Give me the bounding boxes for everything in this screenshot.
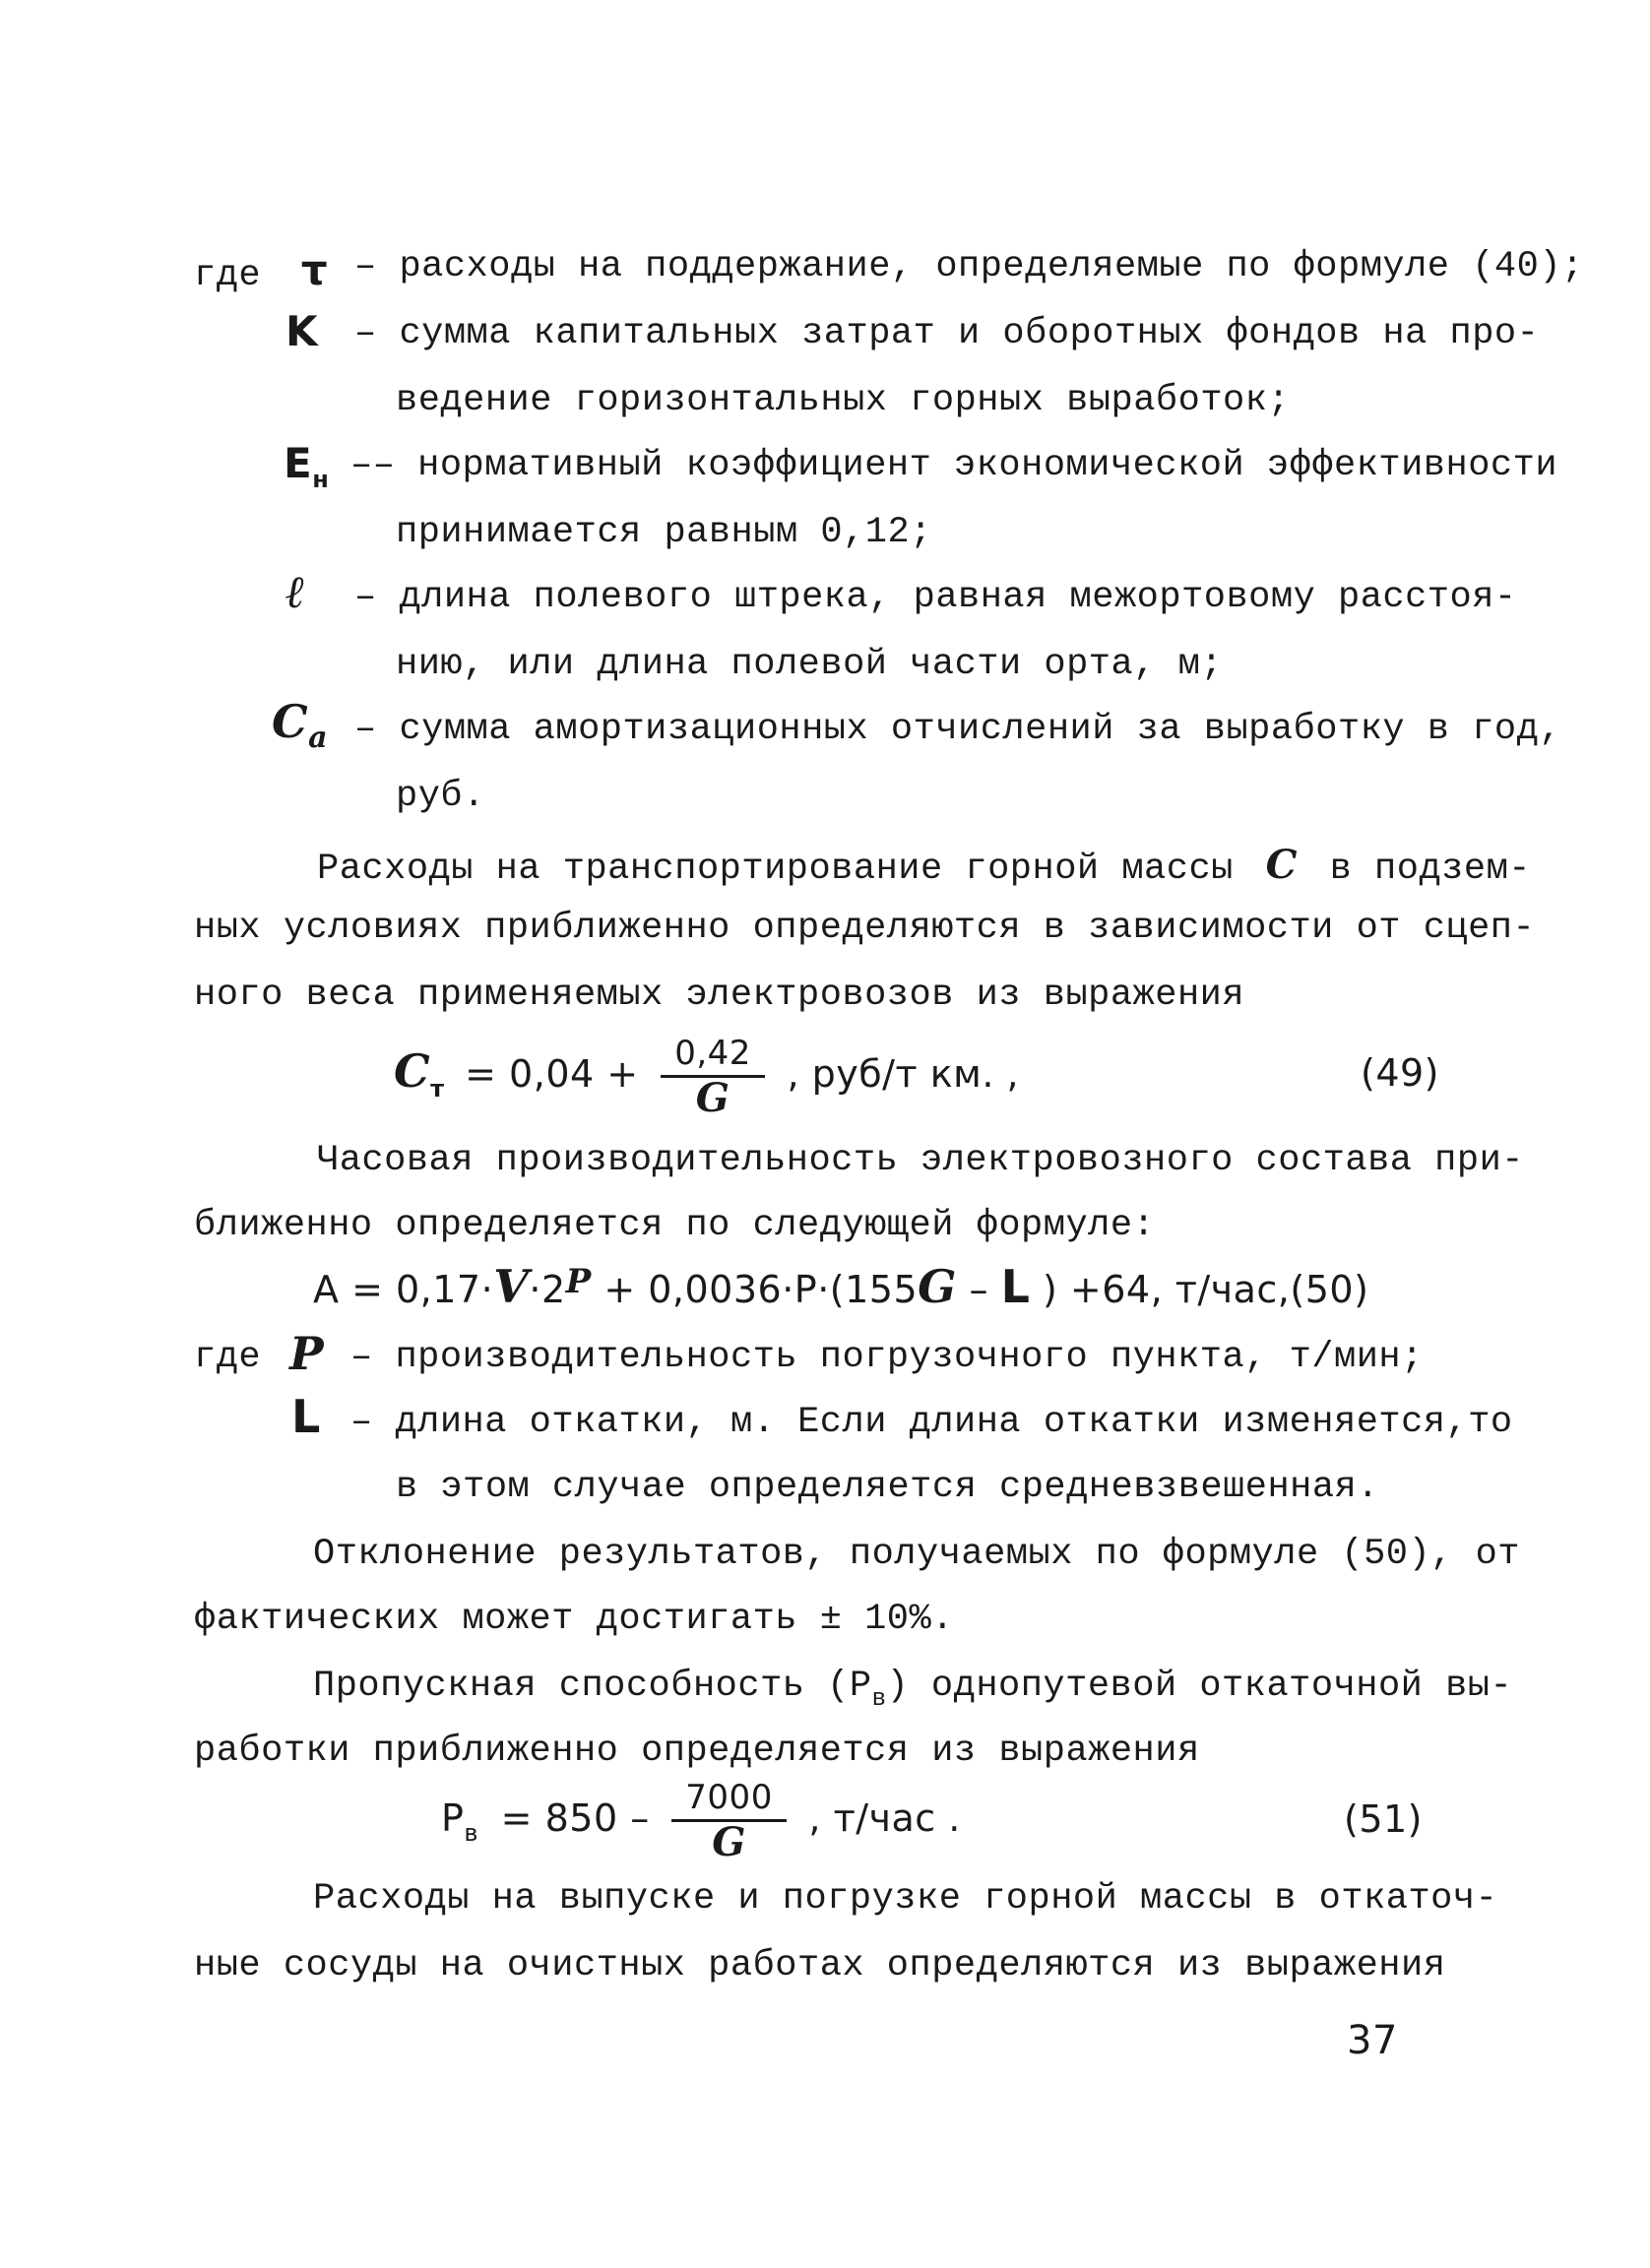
formula-lhs: C	[394, 1044, 431, 1098]
formula-fraction: $\frac{7000}{G}$	[671, 1778, 787, 1863]
page-number: 37	[1347, 2018, 1398, 2063]
paragraph-line: ного веса применяемых электровозов из выражения	[194, 975, 1245, 1016]
definition-text-cont: в этом случае определяется средневзвешенная.	[396, 1467, 1379, 1508]
definition-text: – расходы на поддержание, определяемые по формуле (40);	[354, 246, 1584, 287]
where-label-2: где	[194, 1337, 262, 1378]
where-label: где	[194, 255, 262, 296]
paragraph-line: Расходы на транспортирование горной массы C в подзем-	[317, 842, 1531, 890]
formula-fraction: $\frac{0,42}{G}$	[661, 1034, 765, 1119]
paragraph-line: фактических может достигать ± 10%.	[194, 1599, 954, 1640]
paragraph-line: ближенно определяется по следующей формуле:	[194, 1205, 1156, 1246]
paragraph-line: Отклонение результатов, получаемых по формуле (50), от	[313, 1534, 1520, 1575]
equation-number-49: (49)	[1361, 1051, 1440, 1095]
paragraph-line: Пропускная способность $(P_в)$ однопутевой откаточной вы-	[313, 1666, 1513, 1713]
symbol-l: ℓ	[286, 565, 306, 618]
symbol-en: $E_н$	[284, 439, 330, 493]
symbol-l-length: L	[291, 1390, 321, 1443]
definition-text: – длина полевого штрека, равная межортовому расстоя-	[354, 577, 1517, 618]
definition-text: – сумма капитальных затрат и оборотных фондов на про-	[354, 313, 1540, 354]
paragraph-line: работки приближенно определяется из выражения	[194, 1731, 1200, 1772]
formula-lhs: P	[441, 1796, 465, 1840]
symbol-tau: τ	[300, 246, 329, 294]
definition-text: – производительность погрузочного пункта, т/мин;	[350, 1337, 1424, 1378]
symbol-k: K	[286, 307, 319, 355]
equation-number-51: (51)	[1344, 1797, 1424, 1841]
formula-51: $P_в = 850$ – $\frac{7000}{G}$ , т/час .	[441, 1778, 961, 1865]
symbol-c: C	[1265, 842, 1298, 888]
paragraph-line: Часовая производительность электровозного состава при-	[317, 1140, 1524, 1181]
formula-49: $C_т = 0,04$ + $\frac{0,42}{G}$ , руб/т км. ,	[394, 1034, 1020, 1121]
definition-row-tau	[194, 246, 328, 296]
paragraph-line: ные сосуды на очистных работах определяются из выражения	[194, 1945, 1446, 1986]
definition-text-cont: принимается равным 0,12;	[396, 512, 932, 553]
definition-text-cont: руб.	[396, 776, 485, 817]
formula-50: A = 0,17·V·2P + 0,0036·P·(155G – L ) +64, т/час,(50)	[313, 1260, 1369, 1313]
symbol-ca: $C_a$	[272, 695, 329, 755]
paragraph-line: ных условиях приближенно определяются в зависимости от сцеп-	[194, 908, 1536, 949]
paragraph-line: Расходы на выпуске и погрузке горной массы в откаточ-	[313, 1878, 1498, 1920]
definition-text: –– нормативный коэффициент экономической эффективности	[350, 445, 1558, 486]
definition-text-cont: ведение горизонтальных горных выработок;	[396, 380, 1291, 421]
definition-text: – длина откатки, м. Если длина откатки изменяется,то	[350, 1402, 1513, 1443]
definition-text: – сумма амортизационных отчислений за выработку в год,	[354, 709, 1562, 750]
definition-text-cont: нию, или длина полевой части орта, м;	[396, 644, 1224, 685]
symbol-p: P	[289, 1327, 325, 1380]
